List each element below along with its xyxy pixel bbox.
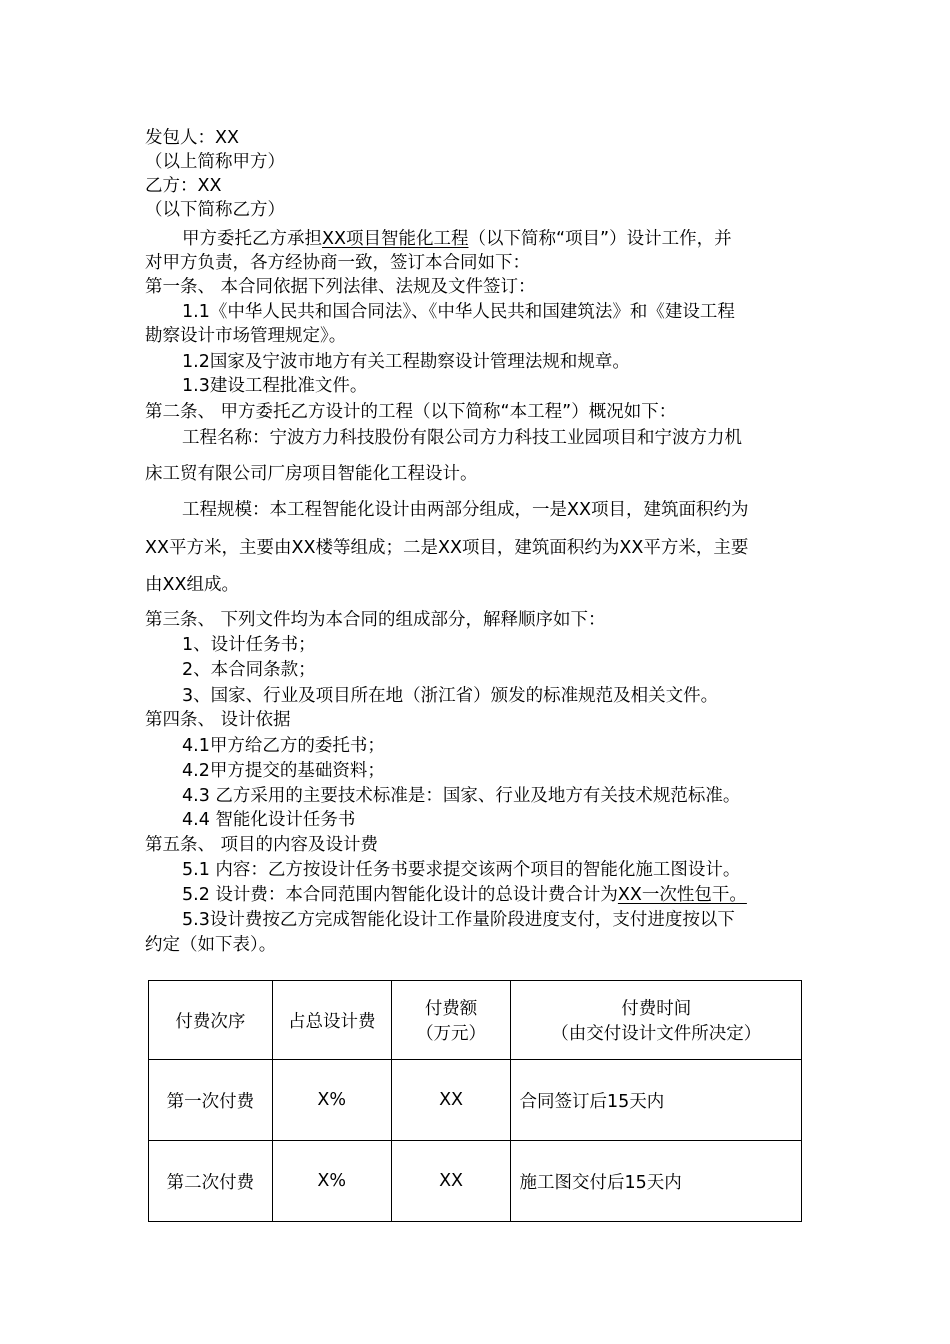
article-1-heading: 第一条、 本合同依据下列法律、法规及文件签订： (145, 277, 536, 297)
article-5-heading: 第五条、 项目的内容及设计费 (145, 835, 379, 855)
project-scale-line: 工程规模：本工程智能化设计由两部分组成，一是XX项目，建筑面积约为 (182, 500, 749, 520)
project-scale-end: 由XX组成。 (145, 575, 239, 595)
header-amount (391, 981, 511, 1060)
intro-line-2: 对甲方负责，各方经协商一致，签订本合同如下： (145, 253, 530, 273)
intro-line-1 (182, 227, 847, 251)
project-name-line: 工程名称：宁波方力科技股份有限公司方力科技工业园项目和宁波方力机 (182, 428, 742, 448)
cell-percent: X% (272, 1060, 391, 1141)
cell-time: 合同签订后15天内 (511, 1060, 802, 1141)
header-amount-label: 付费额 (424, 999, 478, 1019)
project-name-cont: 床工贸有限公司厂房项目智能化工程设计。 (145, 464, 478, 484)
cell-order: 第二次付费 (149, 1141, 273, 1222)
table-header-row (149, 981, 802, 1060)
party-b-line: 乙方：XX (145, 176, 222, 196)
cell-amount: XX (391, 1060, 511, 1141)
employer-line: 发包人：XX (145, 128, 239, 148)
party-b-abbr: （以下简称乙方） (145, 200, 285, 220)
clause-1-2: 1.2国家及宁波市地方有关工程勘察设计管理法规和规章。 (182, 352, 630, 372)
project-scale-cont: XX平方米，主要由XX楼等组成；二是XX项目，建筑面积约为XX平方米，主要 (145, 538, 749, 558)
clause-4-2: 4.2甲方提交的基础资料； (182, 761, 385, 781)
cell-amount: XX (391, 1141, 511, 1222)
clause-1-1: 1.1《中华人民共和国合同法》、《中华人民共和国建筑法》和《建设工程 (182, 302, 735, 322)
doc-item-2: 2、本合同条款； (182, 660, 316, 680)
intro-text-c: （以下简称“项目”）设计工作，并 (468, 229, 732, 249)
header-payment-time (511, 981, 802, 1060)
clause-5-3-cont: 约定（如下表）。 (145, 935, 277, 955)
doc-item-3: 3、国家、行业及项目所在地（浙江省）颁发的标准规范及相关文件。 (182, 686, 719, 706)
article-2-heading: 第二条、 甲方委托乙方设计的工程（以下简称“本工程”）概况如下： (145, 402, 677, 422)
article-4-heading: 第四条、 设计依据 (145, 710, 291, 730)
cell-order: 第一次付费 (149, 1060, 273, 1141)
intro-text-a: 甲方委托乙方承担 (182, 229, 322, 249)
employer-abbr: （以上简称甲方） (145, 152, 285, 172)
fee-amount-underlined: XX一次性包干。 (617, 885, 747, 905)
doc-item-1: 1、设计任务书； (182, 635, 316, 655)
clause-1-1-cont: 勘察设计市场管理规定》。 (145, 326, 347, 346)
clause-4-1: 4.1甲方给乙方的委托书； (182, 736, 385, 756)
table-row (149, 1060, 802, 1141)
clause-5-1: 5.1 内容：乙方按设计任务书要求提交该两个项目的智能化施工图设计。 (182, 860, 741, 880)
clause-5-2 (182, 883, 847, 907)
clause-1-3: 1.3建设工程批准文件。 (182, 376, 368, 396)
header-time-note: （由交付设计文件所决定） (551, 1024, 762, 1044)
header-time-label: 付费时间 (621, 999, 692, 1019)
header-payment-order: 付费次序 (149, 981, 273, 1060)
cell-percent: X% (272, 1141, 391, 1222)
header-fee-percent: 占总设计费 (272, 981, 391, 1060)
header-amount-unit: （万元） (416, 1024, 487, 1044)
clause-5-3: 5.3设计费按乙方完成智能化设计工作量阶段进度支付，支付进度按以下 (182, 910, 735, 930)
project-name-underlined: XX项目智能化工程 (322, 229, 469, 249)
cell-time: 施工图交付后15天内 (511, 1141, 802, 1222)
article-3-heading: 第三条、 下列文件均为本合同的组成部分，解释顺序如下： (145, 610, 606, 630)
clause-4-4: 4.4 智能化设计任务书 (182, 810, 356, 830)
clause-5-2-text: 5.2 设计费：本合同范围内智能化设计的总设计费合计为 (182, 885, 618, 905)
table-row (149, 1141, 802, 1222)
payment-schedule-table (148, 980, 802, 1222)
clause-4-3: 4.3 乙方采用的主要技术标准是：国家、行业及地方有关技术规范标准。 (182, 786, 741, 806)
